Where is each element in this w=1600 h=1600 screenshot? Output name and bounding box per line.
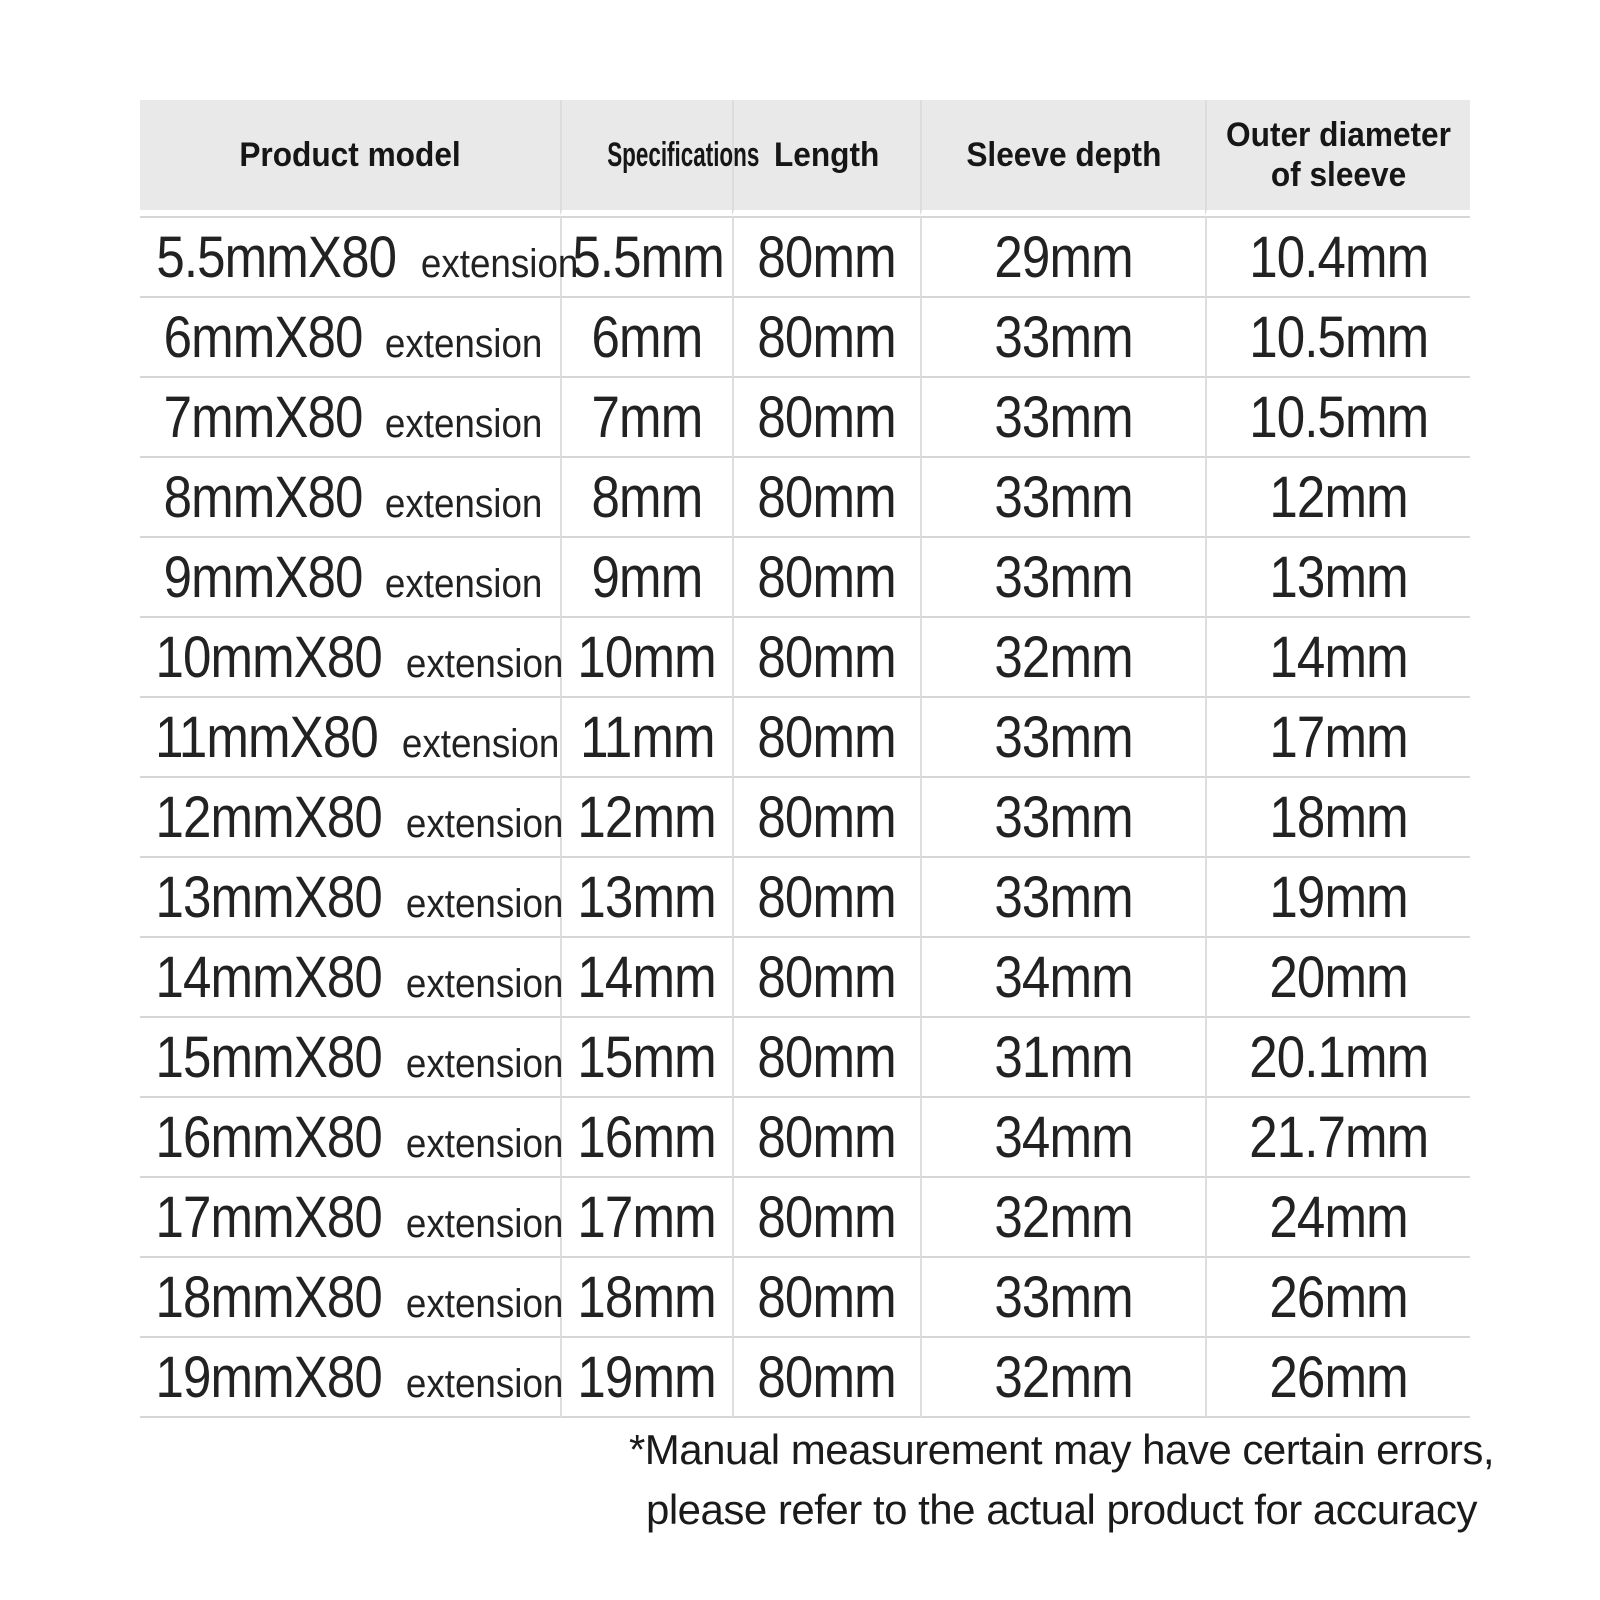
cell-specification [560,1256,732,1336]
cell-length [732,776,920,856]
product-model-value: 16mmX80 [155,1104,382,1170]
length-value: 80mm [757,1344,897,1410]
cell-sleeve-depth [920,1176,1205,1256]
length-value: 80mm [757,704,897,770]
header-sleeve-depth-label: Sleeve depth [965,135,1162,174]
cell-specification [560,696,732,776]
cell-outer-diameter [1205,1176,1470,1256]
cell-sleeve-depth [920,1256,1205,1336]
product-model-suffix: extension [406,881,564,926]
cell-sleeve-depth [920,1096,1205,1176]
outer-diameter-value: 13mm [1269,544,1408,610]
cell-product-model [140,696,560,776]
sleeve-depth-value: 32mm [994,624,1133,690]
cell-outer-diameter [1205,536,1470,616]
table-row [140,856,1470,936]
specification-value: 9mm [591,544,703,610]
product-model-suffix: extension [406,1041,564,1086]
sleeve-depth-value: 33mm [994,384,1133,450]
cell-length [732,936,920,1016]
cell-specification [560,536,732,616]
length-value: 80mm [757,544,897,610]
cell-outer-diameter [1205,776,1470,856]
specification-value: 15mm [577,1024,717,1090]
table-row [140,1096,1470,1176]
cell-outer-diameter [1205,936,1470,1016]
cell-outer-diameter [1205,856,1470,936]
outer-diameter-value: 26mm [1269,1344,1408,1410]
cell-sleeve-depth [920,456,1205,536]
cell-sleeve-depth [920,1016,1205,1096]
cell-sleeve-depth [920,376,1205,456]
product-model-value: 9mmX80 [163,544,363,610]
cell-length [732,536,920,616]
outer-diameter-value: 12mm [1269,464,1408,530]
cell-length [732,856,920,936]
header-outer-diameter-label: Outer diameter of sleeve [1226,115,1451,194]
cell-outer-diameter [1205,376,1470,456]
table-row [140,936,1470,1016]
product-model-suffix: extension [385,561,543,606]
table-row [140,776,1470,856]
sleeve-depth-value: 32mm [994,1184,1133,1250]
sleeve-depth-value: 33mm [994,784,1133,850]
product-model-value: 10mmX80 [155,624,382,690]
product-model-suffix: extension [385,401,543,446]
header-length [732,100,920,216]
cell-outer-diameter [1205,1336,1470,1418]
table-row [140,1016,1470,1096]
specification-value: 13mm [577,864,717,930]
table-body [140,216,1470,1418]
sleeve-depth-value: 31mm [994,1024,1133,1090]
header-outer-diameter [1205,100,1470,216]
outer-diameter-value: 10.5mm [1248,384,1429,450]
cell-product-model [140,616,564,696]
specification-value: 16mm [577,1104,717,1170]
product-model-value: 8mmX80 [163,464,363,530]
specification-value: 11mm [579,704,715,770]
product-spec-table [140,100,1470,1418]
header-sleeve-depth [920,100,1205,216]
cell-outer-diameter [1205,216,1470,296]
sleeve-depth-value: 33mm [994,464,1133,530]
length-value: 80mm [757,784,897,850]
cell-length [732,696,920,776]
outer-diameter-value: 20.1mm [1248,1024,1429,1090]
outer-diameter-value: 20mm [1269,944,1408,1010]
cell-product-model [140,296,560,376]
sleeve-depth-value: 32mm [994,1344,1133,1410]
product-model-value: 13mmX80 [155,864,382,930]
cell-sleeve-depth [920,856,1205,936]
specification-value: 14mm [577,944,717,1010]
cell-specification [560,1336,732,1418]
table-header [140,100,1470,216]
specification-value: 19mm [577,1344,717,1410]
header-specifications-label: Specifications [607,135,760,174]
header-specifications [560,100,760,216]
table-row [140,376,1470,456]
sleeve-depth-value: 33mm [994,704,1133,770]
outer-diameter-value: 10.4mm [1248,224,1429,290]
outer-diameter-value: 21.7mm [1248,1104,1429,1170]
cell-sleeve-depth [920,1336,1205,1418]
cell-length [732,1336,920,1418]
length-value: 80mm [757,624,897,690]
outer-diameter-value: 10.5mm [1248,304,1429,370]
product-model-value: 18mmX80 [155,1264,382,1330]
cell-product-model [140,216,579,296]
outer-diameter-value: 18mm [1269,784,1408,850]
cell-outer-diameter [1205,616,1470,696]
cell-product-model [140,1096,564,1176]
cell-product-model [140,376,560,456]
cell-length [732,296,920,376]
measurement-disclaimer [629,1420,1494,1539]
product-model-suffix: extension [406,961,564,1006]
product-model-suffix: extension [406,1201,564,1246]
product-model-suffix: extension [406,1121,564,1166]
product-model-value: 14mmX80 [155,944,382,1010]
outer-diameter-value: 14mm [1269,624,1408,690]
product-model-suffix: extension [385,481,543,526]
length-value: 80mm [757,304,897,370]
cell-product-model [140,1256,564,1336]
product-model-value: 11mmX80 [155,704,378,770]
length-value: 80mm [757,1104,897,1170]
cell-specification [560,936,732,1016]
cell-specification [560,776,732,856]
cell-product-model [140,536,560,616]
disclaimer-line-1: *Manual measurement may have certain errors, [628,1426,1494,1473]
product-model-suffix: extension [406,801,564,846]
specification-value: 12mm [577,784,717,850]
length-value: 80mm [757,464,897,530]
cell-outer-diameter [1205,296,1470,376]
product-model-suffix: extension [406,641,564,686]
disclaimer-line-2: please refer to the actual product for accuracy [645,1485,1477,1533]
table-row [140,536,1470,616]
cell-length [732,1256,920,1336]
sleeve-depth-value: 29mm [994,224,1133,290]
specification-value: 18mm [577,1264,717,1330]
cell-outer-diameter [1205,1016,1470,1096]
cell-sleeve-depth [920,216,1205,296]
cell-length [732,216,920,296]
cell-product-model [140,936,564,1016]
product-model-value: 6mmX80 [163,304,363,370]
length-value: 80mm [757,1184,897,1250]
length-value: 80mm [757,944,897,1010]
specification-value: 7mm [591,384,703,450]
cell-length [732,456,920,536]
cell-specification [560,376,732,456]
cell-length [732,1096,920,1176]
outer-diameter-value: 26mm [1269,1264,1408,1330]
specification-value: 5.5mm [572,224,724,290]
cell-product-model [140,856,564,936]
product-model-suffix: extension [421,241,579,286]
cell-outer-diameter [1205,456,1470,536]
cell-specification [560,456,732,536]
product-model-suffix: extension [406,1281,564,1326]
cell-specification [560,1016,732,1096]
table-row [140,1256,1470,1336]
specification-value: 17mm [577,1184,717,1250]
sleeve-depth-value: 33mm [994,304,1133,370]
cell-sleeve-depth [920,776,1205,856]
cell-product-model [140,1176,564,1256]
specification-value: 6mm [591,304,703,370]
product-model-value: 17mmX80 [155,1184,382,1250]
table-row [140,456,1470,536]
cell-sleeve-depth [920,696,1205,776]
cell-length [732,376,920,456]
cell-product-model [140,1336,564,1418]
product-model-value: 7mmX80 [163,384,363,450]
cell-length [732,1176,920,1256]
product-model-suffix: extension [385,321,543,366]
cell-specification [560,296,732,376]
cell-specification [560,1176,732,1256]
table-row [140,616,1470,696]
length-value: 80mm [757,1264,897,1330]
cell-length [732,1016,920,1096]
cell-product-model [140,776,564,856]
header-row [140,100,1470,216]
cell-outer-diameter [1205,1096,1470,1176]
product-model-value: 12mmX80 [155,784,382,850]
product-model-suffix: extension [406,1361,564,1406]
cell-sleeve-depth [920,296,1205,376]
outer-diameter-value: 19mm [1269,864,1408,930]
header-product-model-label: Product model [239,135,461,174]
cell-sleeve-depth [920,536,1205,616]
sleeve-depth-value: 34mm [994,944,1133,1010]
sleeve-depth-value: 34mm [994,1104,1133,1170]
cell-length [732,616,920,696]
product-model-value: 5.5mmX80 [156,224,397,290]
specification-value: 10mm [577,624,717,690]
cell-product-model [140,456,560,536]
header-length-label: Length [774,135,880,174]
cell-outer-diameter [1205,696,1470,776]
length-value: 80mm [757,1024,897,1090]
cell-specification [560,616,732,696]
cell-outer-diameter [1205,1256,1470,1336]
sleeve-depth-value: 33mm [994,864,1133,930]
product-model-value: 15mmX80 [155,1024,382,1090]
outer-diameter-value: 17mm [1269,704,1408,770]
cell-product-model [140,1016,564,1096]
sleeve-depth-value: 33mm [994,544,1133,610]
cell-specification [560,1096,732,1176]
specification-value: 8mm [591,464,703,530]
product-model-suffix: extension [401,721,560,766]
length-value: 80mm [757,864,897,930]
length-value: 80mm [757,224,897,290]
length-value: 80mm [757,384,897,450]
table-row [140,696,1470,776]
outer-diameter-value: 24mm [1269,1184,1408,1250]
product-model-value: 19mmX80 [155,1344,382,1410]
cell-specification [560,216,732,296]
cell-sleeve-depth [920,936,1205,1016]
header-product-model [140,100,560,216]
sleeve-depth-value: 33mm [994,1264,1133,1330]
cell-specification [560,856,732,936]
cell-sleeve-depth [920,616,1205,696]
table-row [140,216,1470,296]
table-row [140,296,1470,376]
table-row [140,1336,1470,1418]
table-row [140,1176,1470,1256]
